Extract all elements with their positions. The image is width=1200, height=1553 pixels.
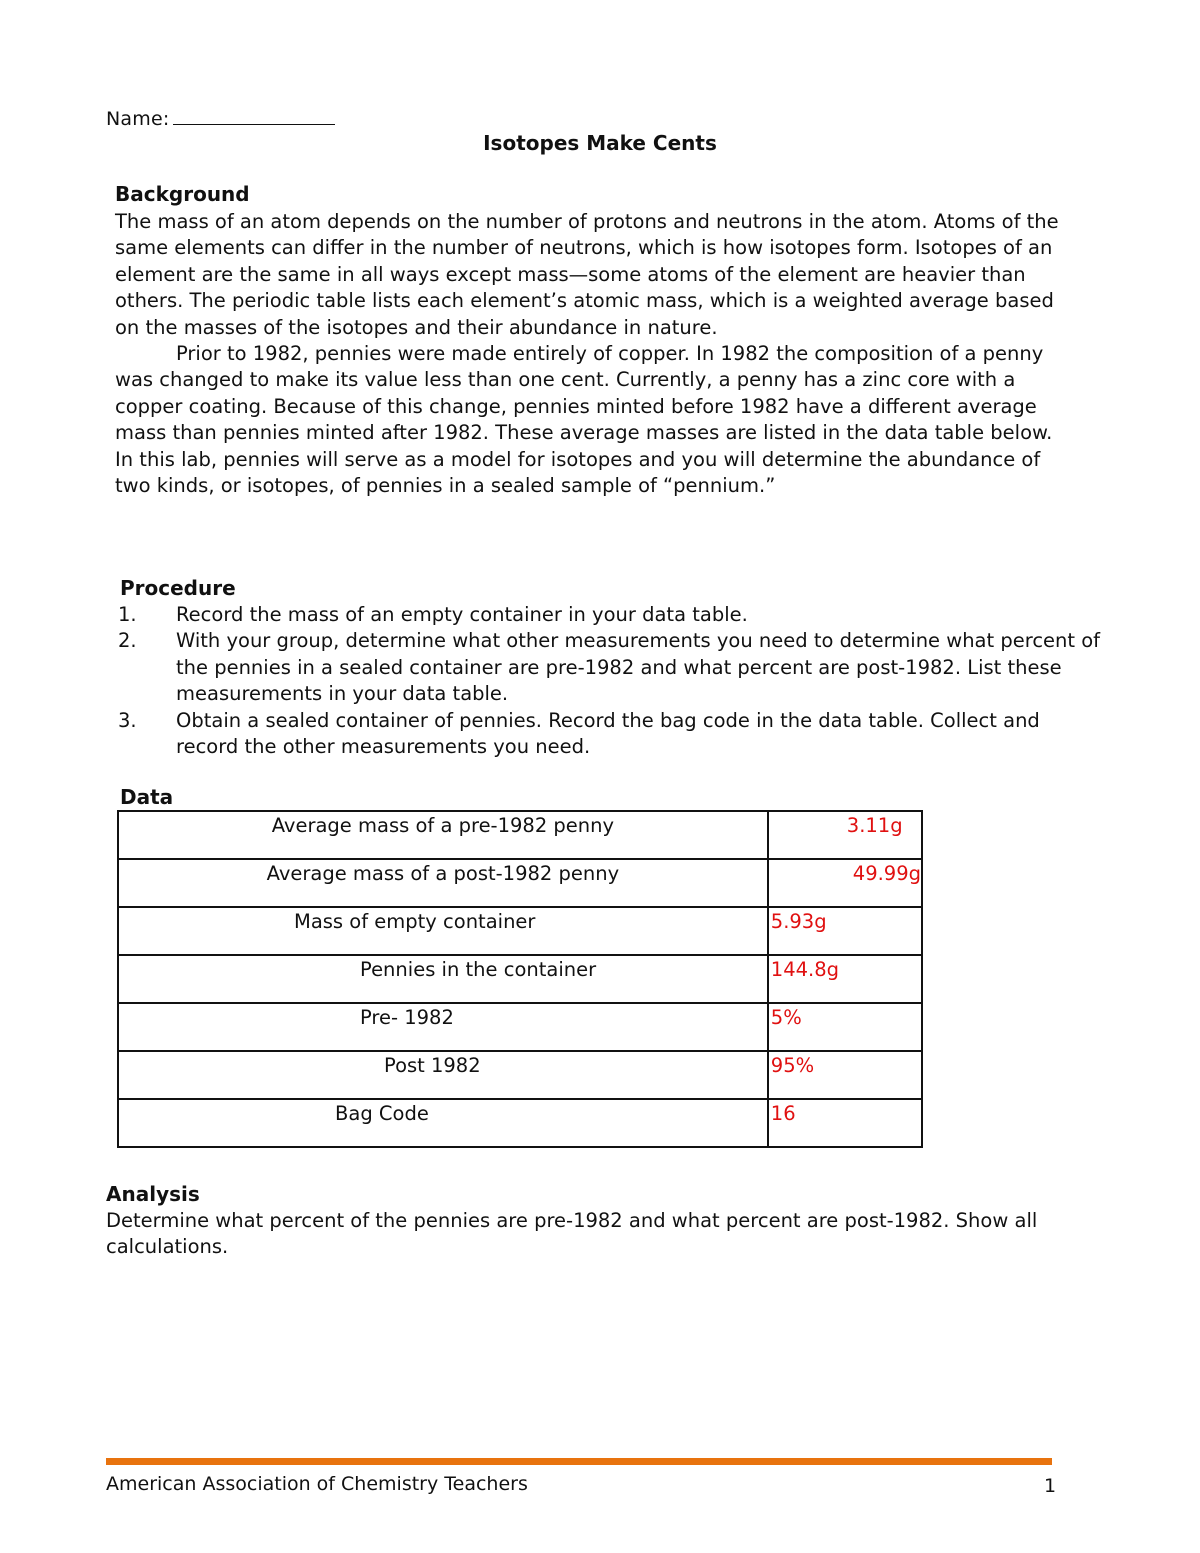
name-field <box>106 106 335 130</box>
name-label: Name: <box>106 108 170 130</box>
page-number: 1 <box>1044 1475 1057 1497</box>
table-row <box>118 907 922 955</box>
data-heading: Data <box>120 785 174 809</box>
step-text: Obtain a sealed container of pennies. Record the bag code in the data table. Collect and record the other measurements you need. <box>176 708 1040 759</box>
background-paragraph-2: Prior to 1982, pennies were made entirely of copper. In 1982 the composition of a penny was changed to make its value less than one cent. Currently, a penny has a zinc core with a copper coating. Because of this change, pennies minted before 1982 have a different average mass than pennies minted after 1982. These average masses are listed in the data table below. In this lab, pennies will serve as a model for isotopes and you will determine the abundance of two kinds, or isotopes, of pennies in a sealed sample of “pennium.” <box>115 342 1053 498</box>
background-paragraph-1: The mass of an atom depends on the number of protons and neutrons in the atom. Atoms of the same elements can differ in the number of neutrons, which is how isotopes form. Isotopes of an element are the same in all ways except mass—some atoms of the element are heavier than others. The periodic table lists each element’s atomic mass, which is a weighted average based on the masses of the isotopes and their abundance in nature. <box>115 210 1059 339</box>
row-value[interactable]: 144.8g <box>768 955 922 1003</box>
procedure-list <box>118 602 1108 760</box>
step-number: 3. <box>118 708 137 732</box>
step-text: Record the mass of an empty container in your data table. <box>176 603 748 626</box>
row-value[interactable]: 5.93g <box>768 907 922 955</box>
analysis-text: Determine what percent of the pennies are pre-1982 and what percent are post-1982. Show all calculations. <box>106 1209 1038 1259</box>
row-label: Pennies in the container <box>118 955 768 1003</box>
row-label: Bag Code <box>118 1099 768 1147</box>
footer-organization: American Association of Chemistry Teachers <box>106 1473 528 1495</box>
background-heading: Background <box>115 182 250 206</box>
row-label: Pre- 1982 <box>118 1003 768 1051</box>
name-blank-line[interactable] <box>173 106 335 125</box>
footer-divider <box>106 1458 1052 1465</box>
row-label: Average mass of a pre-1982 penny <box>118 811 768 859</box>
row-label: Post 1982 <box>118 1051 768 1099</box>
page-title: Isotopes Make Cents <box>483 131 717 155</box>
row-value[interactable]: 3.11g <box>768 811 922 859</box>
step-number: 1. <box>118 603 137 626</box>
procedure-step <box>118 628 1108 707</box>
table-row <box>118 1051 922 1099</box>
table-row <box>118 1003 922 1051</box>
row-value[interactable]: 49.99g <box>768 859 922 907</box>
procedure-heading: Procedure <box>120 576 236 600</box>
row-label: Mass of empty container <box>118 907 768 955</box>
procedure-step <box>118 602 1108 628</box>
row-value[interactable]: 95% <box>768 1051 922 1099</box>
row-label: Average mass of a post-1982 penny <box>118 859 768 907</box>
procedure-step <box>118 708 1108 761</box>
row-value[interactable]: 5% <box>768 1003 922 1051</box>
table-row <box>118 1099 922 1147</box>
step-number: 2. <box>118 629 137 653</box>
row-value[interactable]: 16 <box>768 1099 922 1147</box>
step-text: With your group, determine what other measurements you need to determine what percent of the pennies in a sealed container are pre-1982 and what percent are post-1982. List these measurements in your data table. <box>176 629 1101 706</box>
table-row <box>118 859 922 907</box>
data-table <box>117 810 923 1148</box>
table-row <box>118 811 922 859</box>
analysis-heading: Analysis <box>106 1182 200 1206</box>
background-text <box>115 209 1075 499</box>
table-row <box>118 955 922 1003</box>
